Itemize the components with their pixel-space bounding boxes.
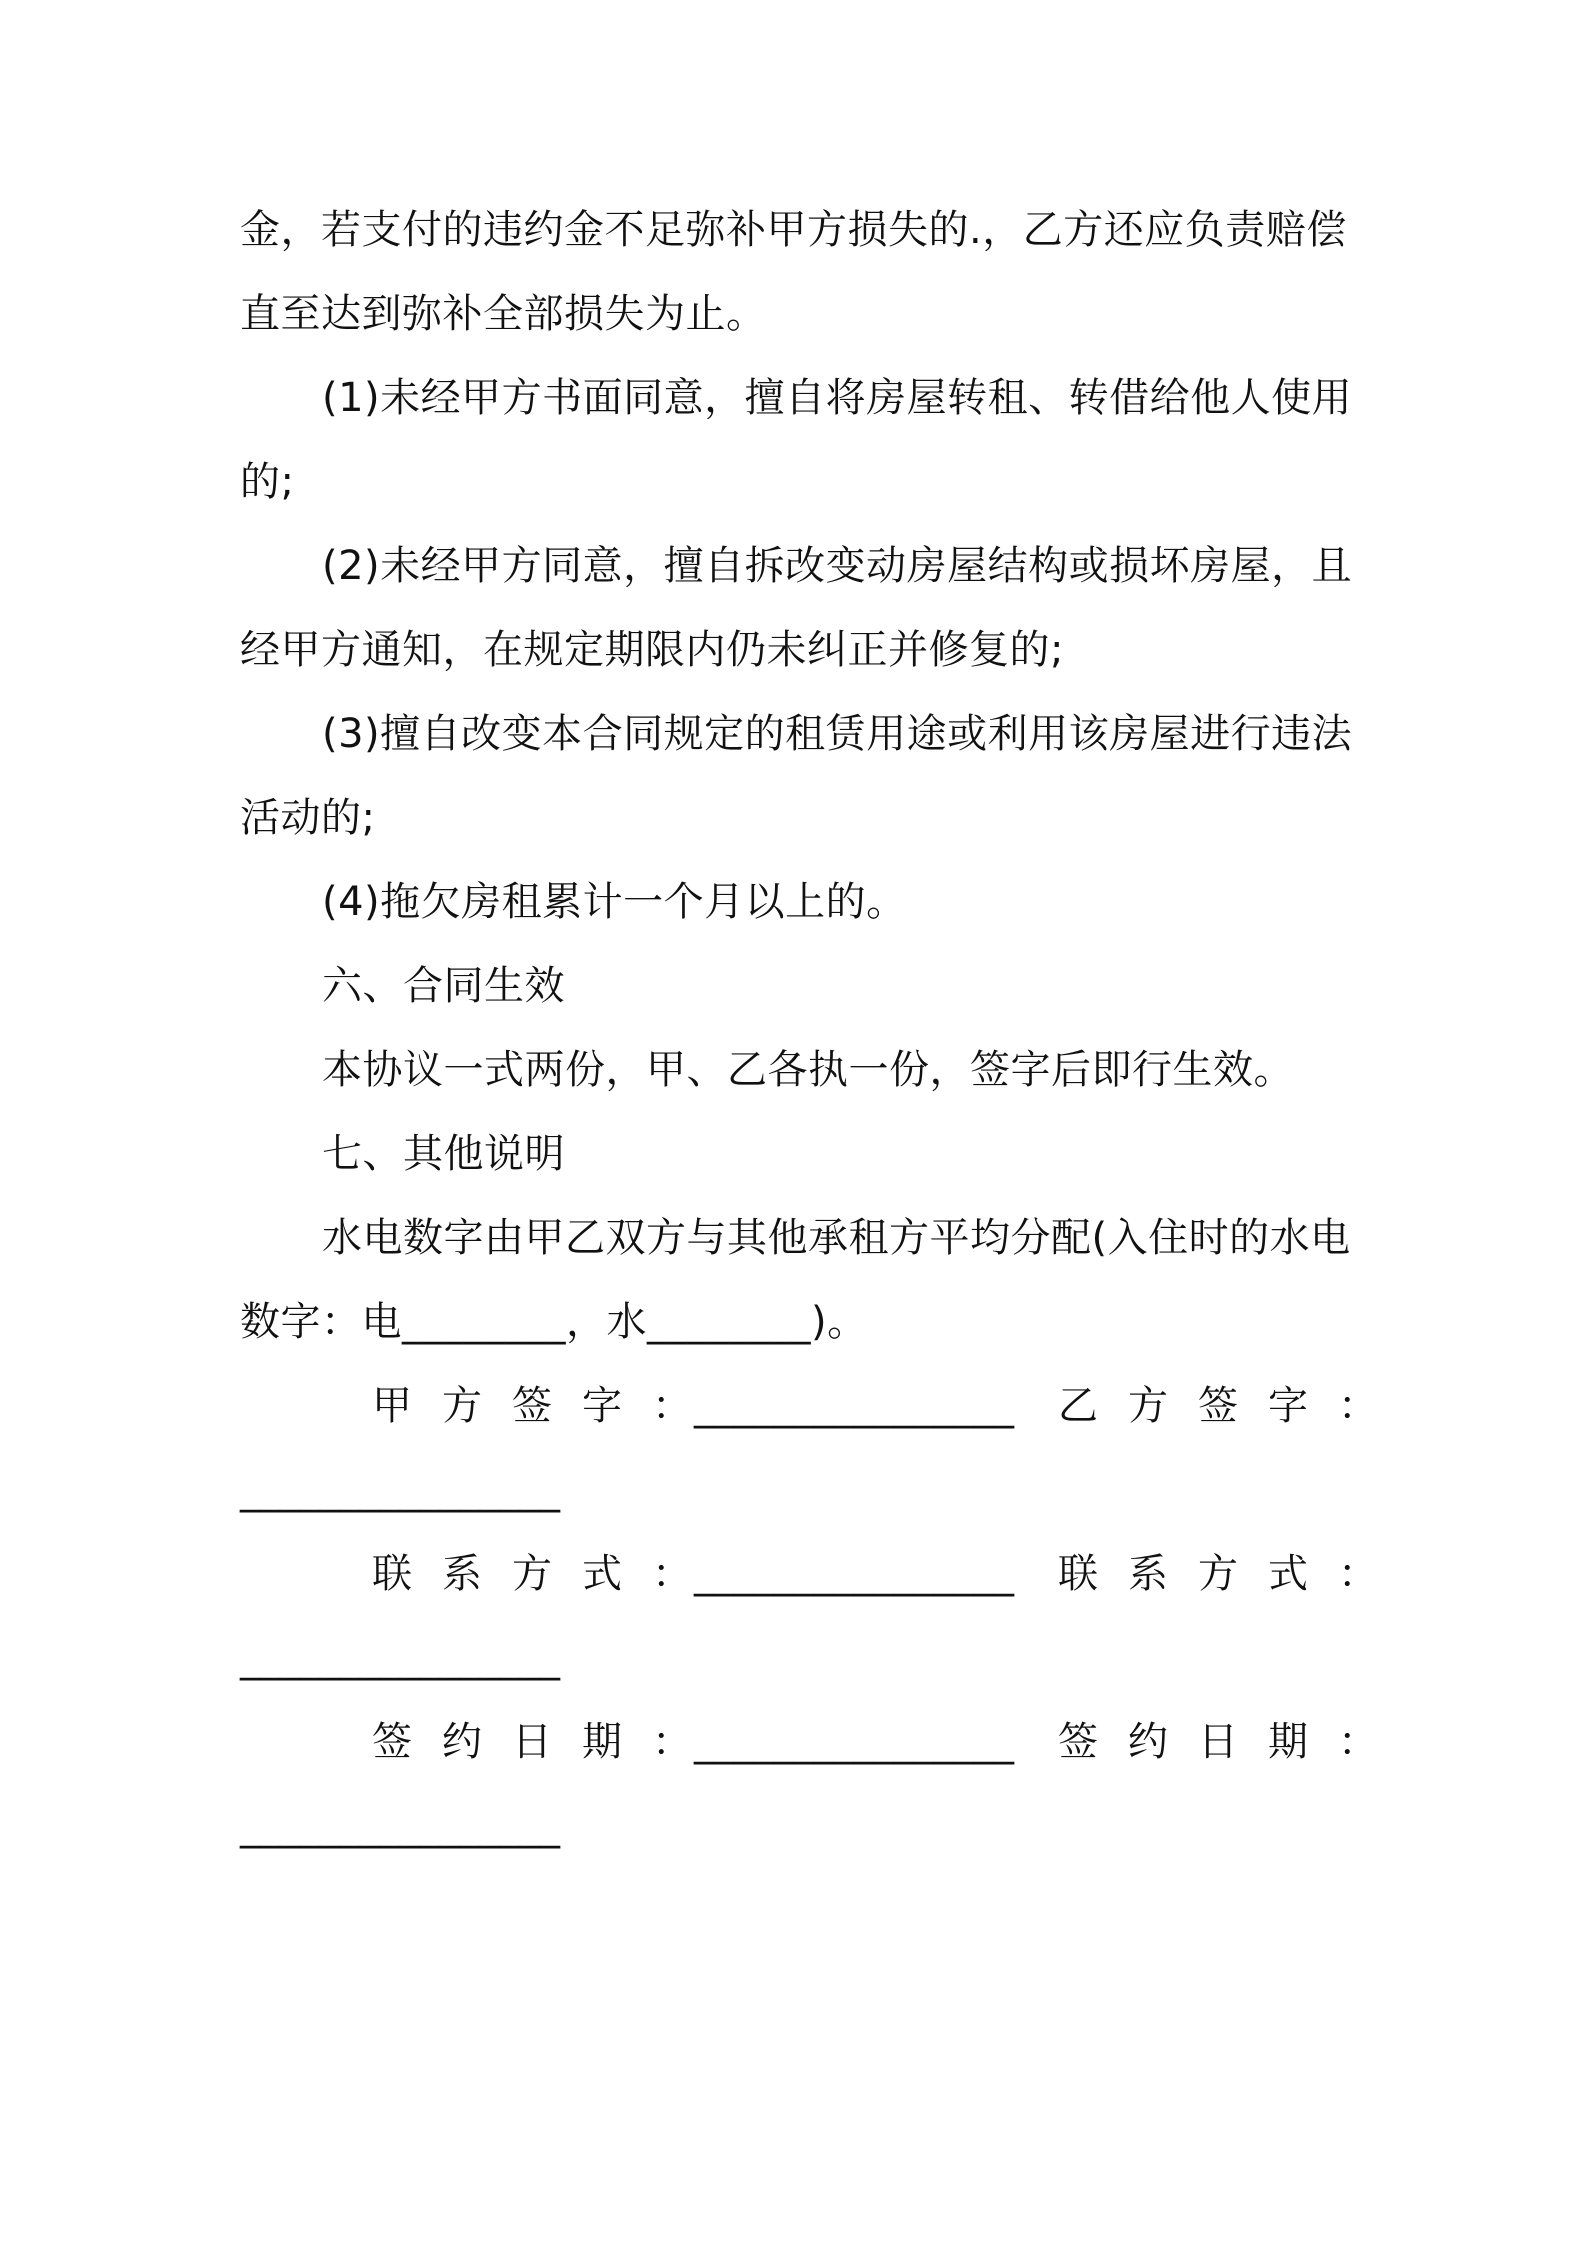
party-b-date-blank: ________________ (240, 1803, 560, 1849)
clause-item-3-line1: (3)擅自改变本合同规定的租赁用途或利用该房屋进行违法 (322, 711, 1353, 757)
party-a-contact-label: 联系方式： (372, 1551, 722, 1597)
clause-item-2-line2: 经甲方通知，在规定期限内仍未纠正并修复的; (240, 627, 1064, 673)
party-a-date-blank: ________________ (694, 1719, 1014, 1765)
clause-item-4: (4)拖欠房租累计一个月以上的。 (322, 879, 907, 925)
party-a-contact-blank: ________________ (694, 1551, 1014, 1597)
party-b-signature-label: 乙方签字： (1058, 1383, 1408, 1429)
section-7-heading: 七、其他说明 (322, 1131, 565, 1177)
paragraph-penalty-line1: 金，若支付的违约金不足弥补甲方损失的.，乙方还应负责赔偿 (240, 207, 1347, 253)
party-b-contact-label: 联系方式： (1058, 1551, 1408, 1597)
section-6-heading: 六、合同生效 (322, 963, 565, 1009)
section-7-line1: 水电数字由甲乙双方与其他承租方平均分配(入住时的水电 (322, 1215, 1351, 1261)
paragraph-penalty-line2: 直至达到弥补全部损失为止。 (240, 291, 767, 337)
section-6-body: 本协议一式两份，甲、乙各执一份，签字后即行生效。 (322, 1047, 1294, 1093)
clause-item-3-line2: 活动的; (240, 795, 376, 841)
clause-item-1-line2: 的; (240, 459, 295, 505)
party-a-signature-label: 甲方签字： (372, 1383, 722, 1429)
clause-item-2-line1: (2)未经甲方同意，擅自拆改变动房屋结构或损坏房屋，且 (322, 543, 1353, 589)
party-b-signature-blank: ________________ (240, 1467, 560, 1513)
party-a-date-label: 签约日期： (372, 1719, 722, 1765)
party-a-signature-blank: ________________ (694, 1383, 1014, 1429)
party-b-date-label: 签约日期： (1058, 1719, 1408, 1765)
clause-item-1-line1: (1)未经甲方书面同意，擅自将房屋转租、转借给他人使用 (322, 375, 1353, 421)
party-b-contact-blank: ________________ (240, 1635, 560, 1681)
section-7-line2: 数字：电________，水________)。 (240, 1299, 868, 1345)
